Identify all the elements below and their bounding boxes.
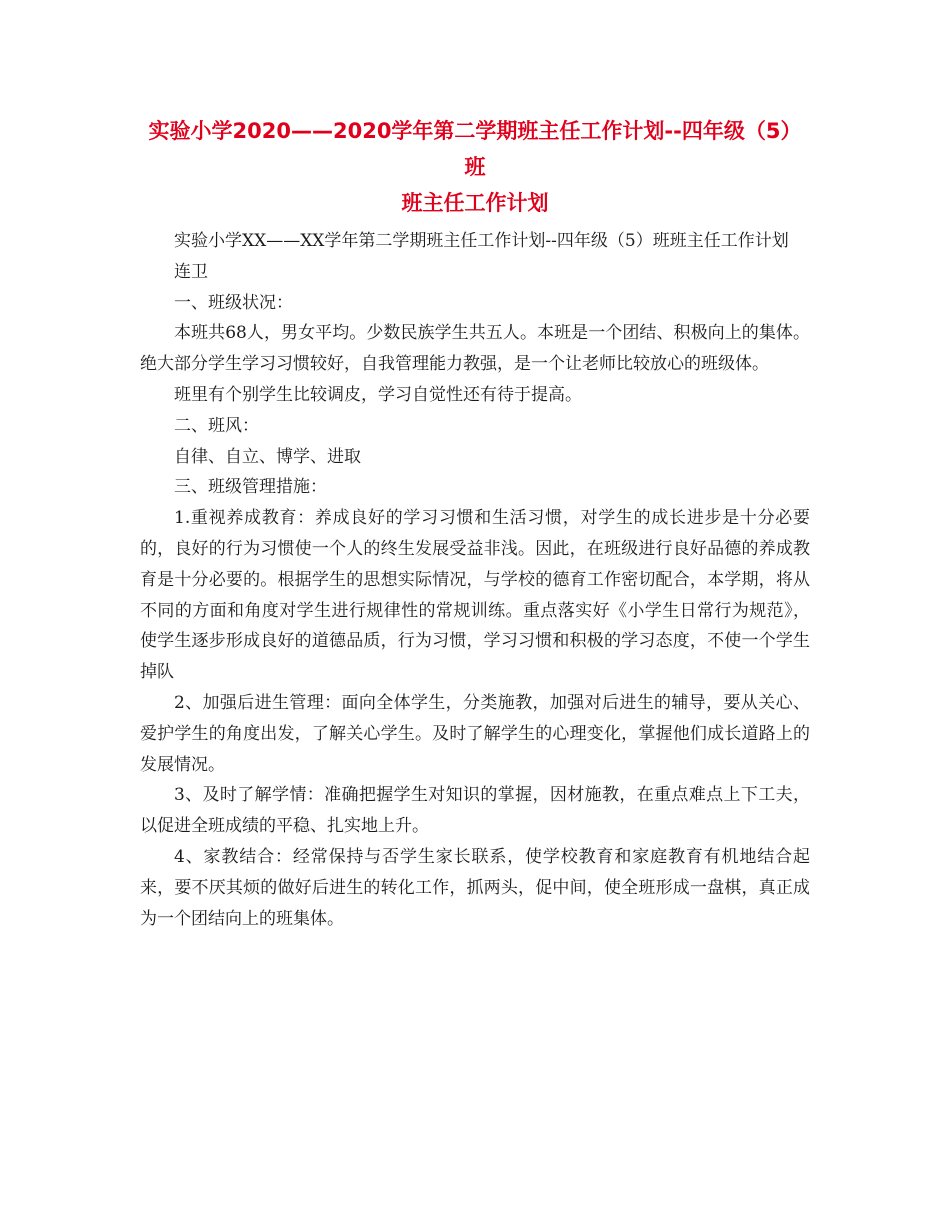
section-heading-class-style: 二、班风： [174,415,259,436]
section-heading-class-status: 一、班级状况： [174,292,293,313]
document-title [140,113,810,221]
management-item-3: 3、及时了解学情：准确把握学生对知识的掌握，因材施教，在重点难点上下工夫，以促进全班成绩的平稳、扎实地上升。 [140,785,810,837]
management-item-1: 1.重视养成教育：养成良好的学习习惯和生活习惯，对学生的成长进步是十分必要的，良好的行为习惯使一个人的终生发展受益非浅。因此，在班级进行良好品德的养成教育是十分必要的。根据学生的思想实际情况，与学校的德育工作密切配合，本学期，将从不同的方面和角度对学生进行规律性的常规训练。重点落实好《小学生日常行为规范》，使学生逐步形成良好的道德品质，行为习惯，学习习惯和积极的学习态度，不使一个学生掉队 [140,508,810,683]
management-item-2: 2、加强后进生管理：面向全体学生，分类施教，加强对后进生的辅导，要从关心、爱护学生的角度出发，了解关心学生。及时了解学生的心理变化，掌握他们成长道路上的发展情况。 [140,692,810,775]
management-item-4: 4、家教结合：经常保持与否学生家长联系，使学校教育和家庭教育有机地结合起来，要不厌其烦的做好后进生的转化工作，抓两头，促中间，使全班形成一盘棋，真正成为一个团结向上的班集体。 [140,846,810,929]
section-heading-management: 三、班级管理措施： [174,477,327,498]
class-style-paragraph: 自律、自立、博学、进取 [174,446,361,467]
intro-paragraph: 实验小学XX——XX学年第二学期班主任工作计划--四年级（5）班班主任工作计划 [174,231,789,251]
title-line-1: 实验小学2020——2020学年第二学期班主任工作计划--四年级（5）班 [148,119,802,179]
class-issue-paragraph: 班里有个别学生比较调皮，学习自觉性还有待于提高。 [174,384,582,405]
author-name: 连卫 [174,261,208,282]
title-line-2: 班主任工作计划 [401,191,549,215]
document-body [140,226,810,934]
class-status-paragraph: 本班共68人，男女平均。少数民族学生共五人。本班是一个团结、积极向上的集体。绝大部分学生学习习惯较好，自我管理能力教强，是一个让老师比较放心的班级体。 [140,323,810,375]
